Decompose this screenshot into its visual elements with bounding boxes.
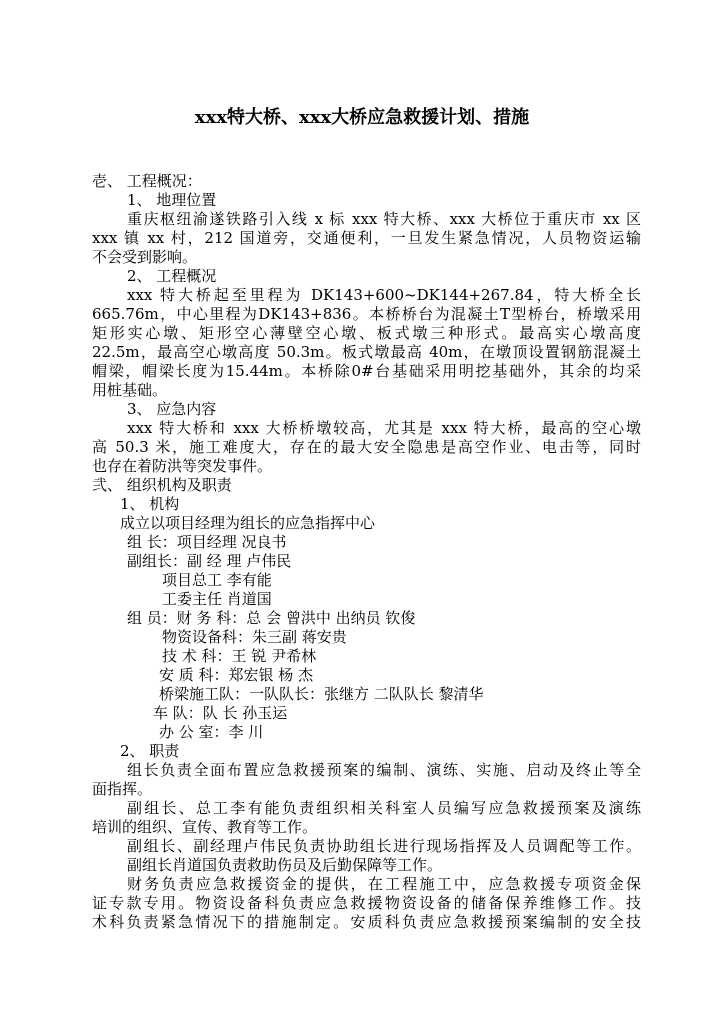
paragraph-line: 财务负责应急救援资金的提供，在工程施工中，应急救援专项资金保 [127, 875, 641, 893]
roster-line: 项目总工 李有能 [162, 571, 272, 589]
paragraph-line: 证专款专用。物资设备科负责应急救援物资设备的储备保养维修工作。技 [92, 894, 641, 912]
paragraph-line: 副组长肖道国负责救助伤员及后勤保障等工作。 [127, 856, 443, 874]
roster-line: 车 队：队 长 孙玉运 [153, 704, 288, 722]
subheading-overview: 2、 工程概况 [127, 267, 217, 285]
paragraph-line: 用桩基础。 [92, 381, 168, 399]
paragraph-line: xxx 镇 xx 村，212 国道旁，交通便利，一旦发生紧急情况，人员物资运输 [92, 229, 641, 247]
roster-line: 组 员：财 务 科：总 会 曾洪中 出纳员 钦俊 [127, 609, 416, 627]
paragraph-line: 副组长、副经理卢伟民负责协助组长进行现场指挥及人员调配等工作。 [127, 837, 641, 855]
section-heading-2: 弐、 组织机构及职责 [92, 476, 232, 494]
roster-line: 安 质 科：郑宏银 杨 杰 [159, 666, 314, 684]
paragraph-line: 不会受到影响。 [92, 248, 198, 266]
roster-line: 技 术 科：王 锐 尹希林 [162, 647, 317, 665]
subheading-organization: 1、 机构 [120, 495, 180, 513]
paragraph-line: 22.5m，最高空心墩高度 50.3m。板式墩最高 40m，在墩顶设置钢筋混凝土 [92, 343, 641, 361]
paragraph-line: 组长负责全面布置应急救援预案的编制、演练、实施、启动及终止等全 [127, 761, 641, 779]
paragraph-line: 也存在着防洪等突发事件。 [92, 457, 273, 475]
paragraph-line: 培训的组织、宣传、教育等工作。 [92, 818, 318, 836]
paragraph-line: 副组长、总工李有能负责组织相关科室人员编写应急救援预案及演练 [127, 799, 641, 817]
paragraph-line: xxx 特大桥起至里程为 DK143+600~DK144+267.84，特大桥全长 [127, 286, 641, 304]
paragraph-line: 术科负责紧急情况下的措施制定。安质科负责应急救援预案编制的安全技 [92, 913, 641, 931]
document-title: xxx特大桥、xxx大桥应急救援计划、措施 [194, 107, 530, 128]
paragraph-line: xxx 特大桥和 xxx 大桥桥墩较高，尤其是 xxx 特大桥，最高的空心墩 [127, 419, 641, 437]
roster-line: 副组长：副 经 理 卢伟民 [127, 552, 292, 570]
roster-line: 桥梁施工队：一队队长：张继方 二队队长 黎清华 [159, 685, 484, 703]
roster-line: 工委主任 肖道国 [162, 590, 272, 608]
paragraph-line: 帽梁，帽梁长度为15.44m。本桥除0#台基础采用明挖基础外，其余的均采 [92, 362, 641, 380]
paragraph-line: 矩形实心墩、矩形空心薄壁空心墩、板式墩三种形式。最高实心墩高度 [92, 324, 641, 342]
subheading-emergency: 3、 应急内容 [127, 400, 217, 418]
paragraph-line: 重庆枢纽渝遂铁路引入线 x 标 xxx 特大桥、xxx 大桥位于重庆市 xx 区 [127, 210, 641, 228]
subheading-location: 1、 地理位置 [127, 191, 217, 209]
section-heading-1: 壱、 工程概况： [92, 172, 202, 190]
paragraph-line: 面指挥。 [92, 780, 153, 798]
roster-line: 办 公 室：李 川 [159, 723, 264, 741]
paragraph-line: 成立以项目经理为组长的应急指挥中心 [120, 514, 376, 532]
roster-line: 物资设备科：朱三副 蒋安贵 [162, 628, 347, 646]
subheading-duties: 2、 职责 [120, 742, 180, 760]
paragraph-line: 高 50.3 米，施工难度大，存在的最大安全隐患是高空作业、电击等，同时 [92, 438, 641, 456]
roster-line: 组 长：项目经理 况良书 [127, 533, 287, 551]
paragraph-line: 665.76m，中心里程为DK143+836。本桥桥台为混凝土T型桥台，桥墩采用 [92, 305, 641, 323]
